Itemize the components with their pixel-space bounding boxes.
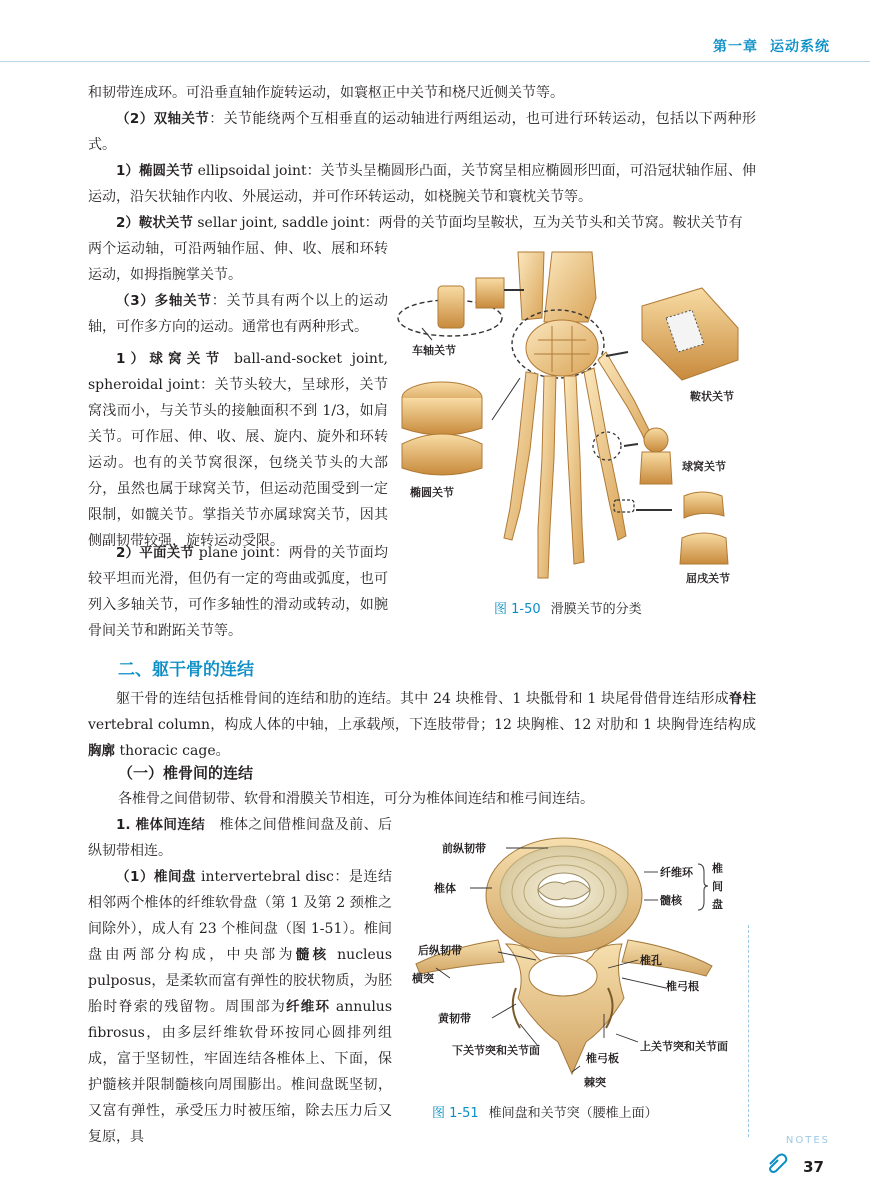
term-biaxial: （2）双轴关节 xyxy=(116,111,210,127)
paragraph-ball-socket xyxy=(88,346,388,554)
label-disc-line-3: 盘 xyxy=(712,898,723,911)
figure-1-50-number: 图 1-50 xyxy=(494,602,541,617)
paragraph-ball-socket-text: ball-and-socket joint, spheroidal joint：关节头较大，呈球形，关节窝浅而小，与关节头的接触面积不到 1/3，如肩关节。可作屈、伸、收、展、旋内、旋外和环转运动。也有的关节窝很深，包绕关节头的大部分，虽然也属于球窝关节，但运动范围受到一定限制，如髋关节。掌指关节亦属球窝关节，因其侧副韧带较强，旋转运动受限。 xyxy=(88,351,388,549)
paragraph-saddle-cont: 两个运动轴，可沿两轴作屈、伸、收、展和环转运动，如拇指腕掌关节。 xyxy=(88,241,388,283)
ulna-shape xyxy=(518,252,544,320)
term-ball-socket: 1）球窝关节 xyxy=(116,351,225,367)
pivot-ring-bone xyxy=(476,278,504,308)
paragraph-saddle-text: sellar joint, saddle joint：两骨的关节面均呈鞍状，互为关节头和关节窝。鞍状关节有 xyxy=(192,215,743,231)
label-disc-line-1: 椎 xyxy=(712,862,723,875)
label-pedicle: 椎弓根 xyxy=(666,980,699,993)
ball-post xyxy=(640,452,672,484)
figure-1-50-caption xyxy=(494,598,642,617)
paragraph-trunk xyxy=(88,686,756,764)
ellipsoid-socket xyxy=(402,434,482,475)
pivot-post xyxy=(438,286,464,328)
term-thoracic-cage: 胸廓 xyxy=(88,743,115,759)
paragraph-plane-text: plane joint：两骨的关节面均较平坦而光滑，但仍有一定的弯曲或弧度，也可列入多轴关节，可作多轴性的滑动或转动，如腕骨间关节和跗跖关节等。 xyxy=(88,545,388,639)
right-transverse-process xyxy=(622,940,712,976)
metacarpals-phalanges xyxy=(504,352,656,578)
page-number: 37 xyxy=(803,1158,824,1176)
label-disc-line-2: 间 xyxy=(712,880,723,893)
figure-1-51-caption xyxy=(432,1102,658,1121)
paragraph-biaxial xyxy=(88,106,756,158)
figure-1-51-number: 图 1-51 xyxy=(432,1106,479,1121)
label-inferior-articular-process: 下关节突和关节面 xyxy=(452,1044,540,1057)
paragraph-1: 和韧带连成环。可沿垂直轴作旋转运动，如寰枢正中关节和桡尺近侧关节等。 xyxy=(88,85,564,101)
disc-text-1: intervertebral disc：是连结相邻两个椎体的纤维软骨盘（第 1 及第 2 颈椎之间除外），成人有 23 个椎间盘（图 1-51）。椎间盘由两部分构成，中央部为 xyxy=(88,869,392,963)
label-ball-joint: 球窝关节 xyxy=(682,460,726,473)
label-hinge-joint: 屈戌关节 xyxy=(686,572,730,585)
term-vertebral-column: 脊柱 xyxy=(728,691,756,707)
header-rule xyxy=(0,61,870,62)
trunk-text-d: thoracic cage。 xyxy=(115,743,230,759)
label-pivot-joint: 车轴关节 xyxy=(412,344,456,357)
section-title: 二、躯干骨的连结 xyxy=(118,660,254,680)
paragraph-saddle xyxy=(88,210,756,236)
label-ellipsoid-joint: 椭圆关节 xyxy=(410,486,454,499)
label-lamina: 椎弓板 xyxy=(586,1052,619,1065)
label-vertebral-foramen: 椎孔 xyxy=(640,954,662,967)
label-nucleus-pulposus: 髓核 xyxy=(660,894,682,907)
term-multiaxial: （3）多轴关节 xyxy=(116,293,212,309)
paragraph-body-connection xyxy=(88,812,392,864)
term-annulus: 纤维环 xyxy=(286,999,331,1015)
figure-1-50-title: 滑膜关节的分类 xyxy=(550,602,642,617)
label-superior-articular-process: 上关节突和关节面 xyxy=(640,1040,728,1053)
paragraph-plane xyxy=(88,540,388,644)
hinge-top xyxy=(684,492,724,518)
disc-text-3: annulus fibrosus，由多层纤维软骨环按同心圆排列组成，富于坚韧性，牢固连结各椎体上、下面，保护髓核并限制髓核向周围膨出。椎间盘既坚韧，又富有弹性，承受压力时被压缩，除去压力后又复原，具 xyxy=(88,999,393,1145)
notes-label: NOTES xyxy=(785,1135,830,1146)
disc-text-2: nucleus pulposus，是柔软而富有弹性的胶状物质，为胚胎时脊索的残留物。周围部为 xyxy=(88,947,393,1015)
chapter-title: 运动系统 xyxy=(770,39,830,55)
trunk-text-c: vertebral column，构成人体的中轴，上承载颅，下连肢带骨；12 块胸椎、12 对肋和 1 块胸骨连结构成 xyxy=(88,717,756,733)
body-connection-text: 椎体之间借椎间盘及前、后纵韧带相连。 xyxy=(88,817,392,859)
paragraph-ellipsoid xyxy=(88,158,756,210)
chapter-number: 第一章 xyxy=(713,39,758,55)
radius-shape xyxy=(544,252,596,322)
term-ellipsoid: 1）椭圆关节 xyxy=(116,163,194,179)
trunk-text-a: 躯干骨的连结包括椎骨间的连结和肋的连结。其中 24 块椎骨、1 块骶骨和 1 块尾骨借骨连结形成 xyxy=(116,691,729,707)
running-head xyxy=(701,36,830,56)
label-anterior-longitudinal-ligament: 前纵韧带 xyxy=(442,842,486,855)
hinge-bottom xyxy=(680,533,728,564)
paperclip-icon xyxy=(766,1152,788,1174)
synovial-joint-figure xyxy=(392,248,754,596)
label-spinous-process: 棘突 xyxy=(584,1076,606,1089)
paragraph-multiaxial-text: ：关节具有两个以上的运动轴，可作多方向的运动。通常也有两种形式。 xyxy=(88,293,388,335)
notes-rule xyxy=(748,925,749,1137)
figure-1-51-title: 椎间盘和关节突（腰椎上面） xyxy=(488,1106,658,1121)
paragraph-disc xyxy=(88,864,392,1150)
label-ligamentum-flavum: 黄韧带 xyxy=(438,1012,471,1025)
term-disc: （1）椎间盘 xyxy=(116,869,197,885)
term-plane: 2）平面关节 xyxy=(116,545,195,561)
vertebral-foramen xyxy=(529,956,597,996)
label-transverse-process: 横突 xyxy=(412,972,434,985)
paragraph-ellipsoid-text: ellipsoidal joint：关节头呈椭圆形凸面，关节窝呈相应椭圆形凹面，可沿冠状轴作屈、伸运动，沿矢状轴作内收、外展运动，并可作环转运动，如桡腕关节和寰枕关节等。 xyxy=(88,163,756,205)
term-body-connection: 1. 椎体间连结 xyxy=(116,817,206,833)
term-nucleus: 髓核 xyxy=(295,947,330,963)
paragraph-intervertebral: 各椎骨之间借韧带、软骨和滑膜关节相连，可分为椎体间连结和椎弓间连结。 xyxy=(118,791,594,807)
label-posterior-longitudinal-ligament: 后纵韧带 xyxy=(418,944,462,957)
vertebra-figure xyxy=(408,828,744,1100)
term-saddle: 2）鞍状关节 xyxy=(116,215,193,231)
label-saddle-joint: 鞍状关节 xyxy=(690,390,734,403)
label-annulus-fibrosus: 纤维环 xyxy=(660,866,693,879)
subsection-title: （一）椎骨间的连结 xyxy=(118,764,254,782)
carpal-bones xyxy=(526,320,598,376)
label-vertebral-body: 椎体 xyxy=(434,882,456,895)
ball-head xyxy=(644,428,668,452)
paragraph-biaxial-text: ：关节能绕两个互相垂直的运动轴进行两组运动，也可进行环转运动，包括以下两种形式。 xyxy=(88,111,756,153)
paragraph-multiaxial xyxy=(88,288,388,340)
